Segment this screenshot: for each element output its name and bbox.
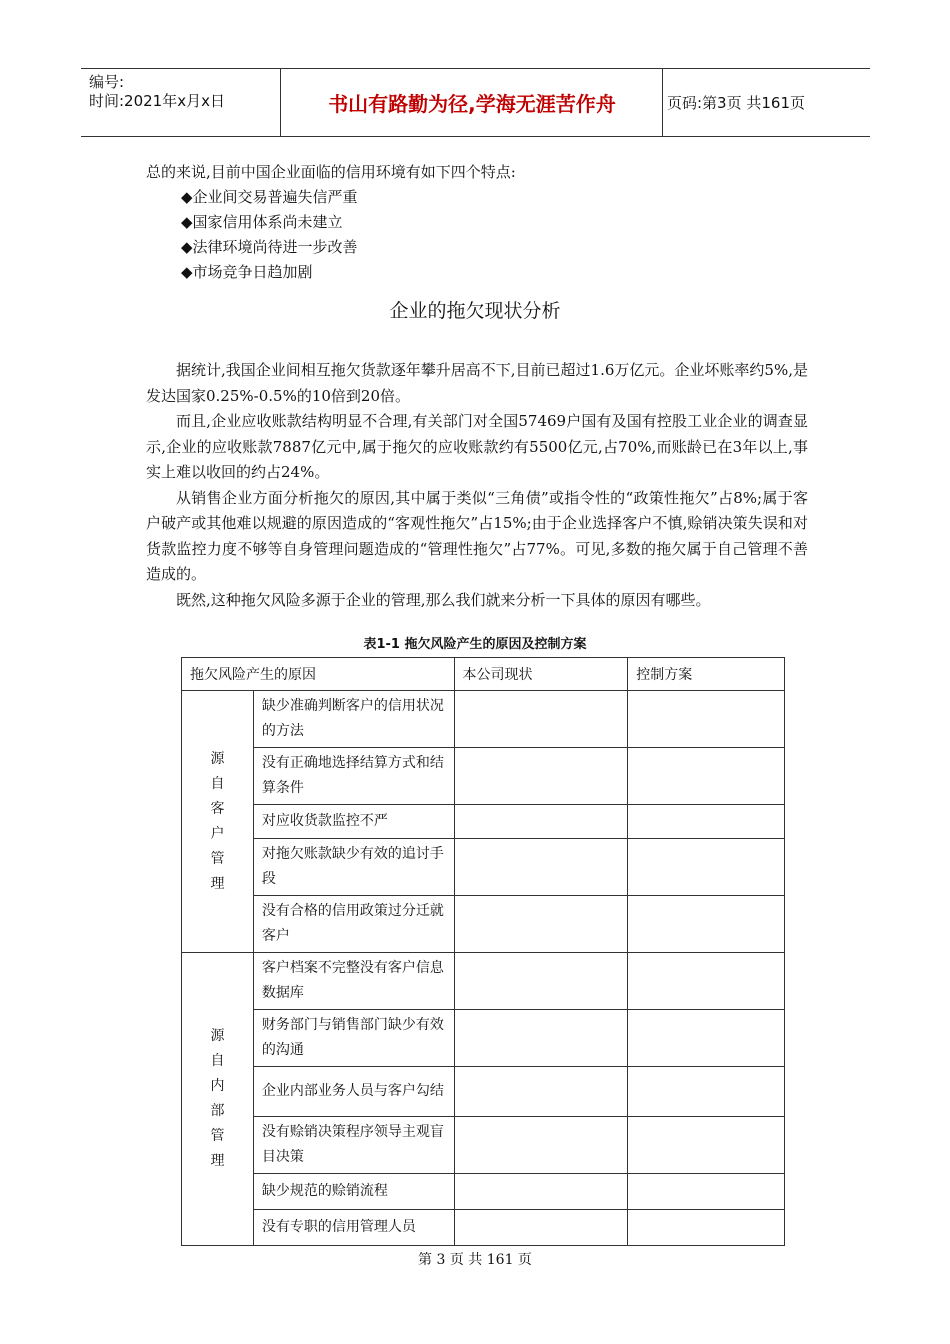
paragraph: 而且,企业应收账款结构明显不合理,有关部门对全国57469户国有及国有控股工业企业的调查显示,企业的应收账款7887亿元中,属于拖欠的应收账款约有5500亿元,占70%,而账龄已在3年以上,事实上难以收回的约占24%。	[146, 412, 808, 481]
intro-block	[146, 160, 806, 285]
paragraph: 既然,这种拖欠风险多源于企业的管理,那么我们就来分析一下具体的原因有哪些。	[176, 590, 711, 609]
group-label-internal	[182, 953, 254, 1246]
reason-cell: 缺少准确判断客户的信用状况的方法	[253, 691, 454, 748]
number-label: 编号:	[89, 73, 125, 91]
risk-table	[181, 657, 785, 1246]
status-cell	[454, 1010, 628, 1067]
plan-cell	[628, 896, 785, 953]
table-caption: 表1-1 拖欠风险产生的原因及控制方案	[363, 637, 587, 652]
status-cell	[454, 896, 628, 953]
status-cell	[454, 1067, 628, 1117]
plan-cell	[628, 839, 785, 896]
table-row	[182, 748, 785, 805]
group-label-text: 源 自 客 户 管 理	[210, 750, 225, 892]
reason-cell: 对应收货款监控不严	[253, 805, 454, 839]
table-row	[182, 953, 785, 1010]
reason-cell: 没有正确地选择结算方式和结算条件	[253, 748, 454, 805]
table-row	[182, 839, 785, 896]
header-page-label: 页码:第3页 共161页	[667, 94, 805, 112]
table-row	[182, 1210, 785, 1246]
status-cell	[454, 953, 628, 1010]
status-cell	[454, 1117, 628, 1174]
plan-cell	[628, 953, 785, 1010]
header-cell: 本公司现状	[454, 658, 628, 691]
status-cell	[454, 1210, 628, 1246]
plan-cell	[628, 805, 785, 839]
table-row	[182, 805, 785, 839]
section-title: 企业的拖欠现状分析	[389, 300, 561, 322]
header-cell: 拖欠风险产生的原因	[182, 658, 455, 691]
intro-bullet: ◆国家信用体系尚未建立	[181, 213, 343, 231]
plan-cell	[628, 1210, 785, 1246]
table-header-row	[182, 658, 785, 691]
plan-cell	[628, 1174, 785, 1210]
table-row	[182, 1067, 785, 1117]
paragraph: 从销售企业方面分析拖欠的原因,其中属于类似“三角债”或指令性的“政策性拖欠”占8%;属于客户破产或其他难以规避的原因造成的“客观性拖欠”占15%;由于企业选择客户不慎,赊销决策失误和对货款监控力度不够等自身管理问题造成的“管理性拖欠”占77%。可见,多数的拖欠属于自己管理不善造成的。	[146, 488, 808, 583]
reason-cell: 没有合格的信用政策过分迁就客户	[253, 896, 454, 953]
paragraph: 据统计,我国企业间相互拖欠货款逐年攀升居高不下,目前已超过1.6万亿元。企业坏账率约5%,是发达国家0.25%-0.5%的10倍到20倍。	[146, 361, 808, 405]
status-cell	[454, 805, 628, 839]
table-row	[182, 1174, 785, 1210]
table-row	[182, 1117, 785, 1174]
plan-cell	[628, 691, 785, 748]
plan-cell	[628, 1067, 785, 1117]
group-label-customer	[182, 691, 254, 953]
plan-cell	[628, 1117, 785, 1174]
page-header	[81, 68, 870, 137]
status-cell	[454, 691, 628, 748]
plan-cell	[628, 1010, 785, 1067]
intro-bullet: ◆法律环境尚待进一步改善	[181, 238, 358, 256]
header-cell: 控制方案	[628, 658, 785, 691]
reason-cell: 没有专职的信用管理人员	[253, 1210, 454, 1246]
status-cell	[454, 748, 628, 805]
plan-cell	[628, 748, 785, 805]
reason-cell: 客户档案不完整没有客户信息数据库	[253, 953, 454, 1010]
group-label-text: 源 自 内 部 管 理	[210, 1028, 225, 1169]
header-motto: 书山有路勤为径,学海无涯苦作舟	[282, 69, 663, 136]
status-cell	[454, 839, 628, 896]
body-paragraphs	[146, 358, 808, 613]
table-row	[182, 896, 785, 953]
status-cell	[454, 1174, 628, 1210]
date-label: 时间:2021年x月x日	[89, 92, 225, 110]
table-row	[182, 1010, 785, 1067]
reason-cell: 缺少规范的赊销流程	[253, 1174, 454, 1210]
intro-bullet: ◆企业间交易普遍失信严重	[181, 188, 358, 206]
header-meta	[81, 69, 281, 136]
table-row	[182, 691, 785, 748]
intro-lead: 总的来说,目前中国企业面临的信用环境有如下四个特点:	[146, 163, 516, 181]
reason-cell: 没有赊销决策程序领导主观盲目决策	[253, 1117, 454, 1174]
intro-bullet: ◆市场竞争日趋加剧	[181, 263, 313, 281]
page-footer: 第 3 页 共 161 页	[418, 1252, 532, 1268]
reason-cell: 企业内部业务人员与客户勾结	[253, 1067, 454, 1117]
reason-cell: 对拖欠账款缺少有效的追讨手段	[253, 839, 454, 896]
reason-cell: 财务部门与销售部门缺少有效的沟通	[253, 1010, 454, 1067]
